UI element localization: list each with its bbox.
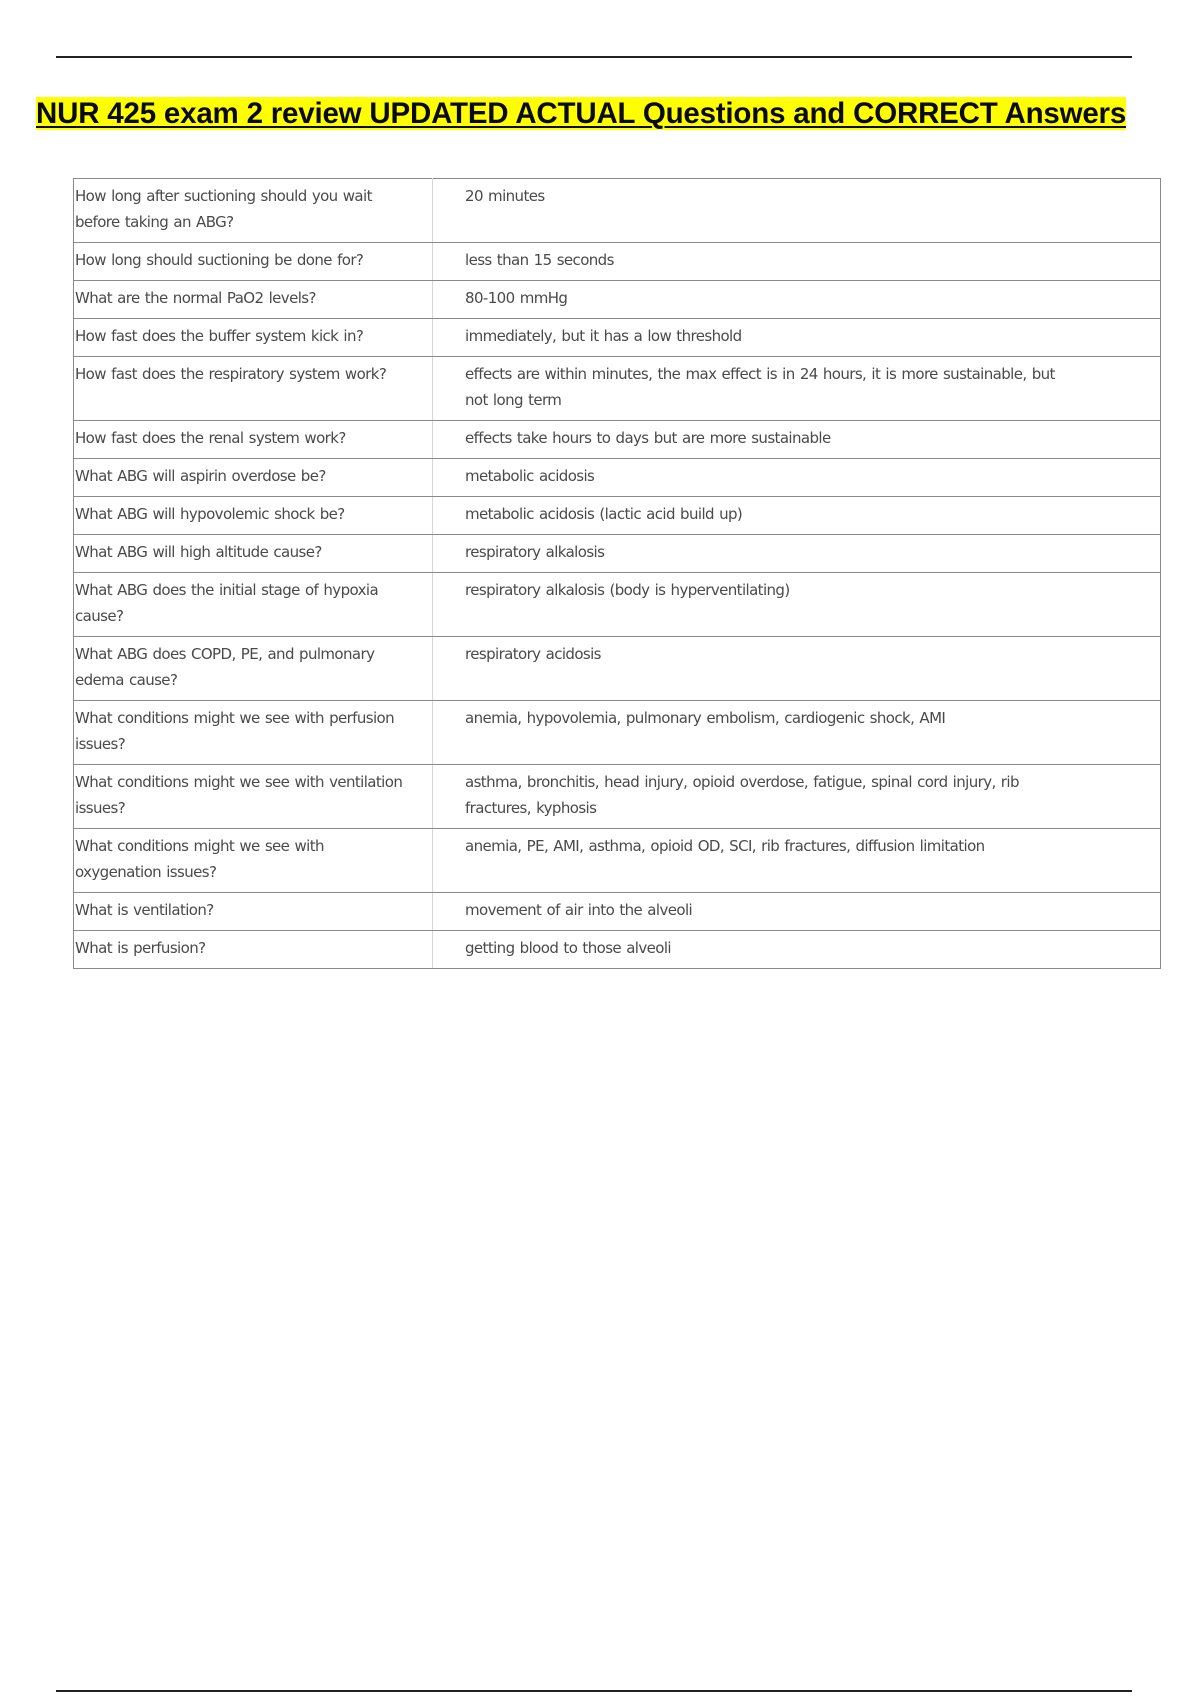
footer-rule: [56, 1690, 1132, 1692]
document-title-text: NUR 425 exam 2 review UPDATED ACTUAL Questions and CORRECT Answers: [36, 97, 1127, 130]
answer-cell: respiratory alkalosis (body is hyperventilating): [433, 573, 1161, 637]
answer-cell: less than 15 seconds: [433, 243, 1161, 281]
question-cell: What ABG will high altitude cause?: [74, 535, 433, 573]
table-row: [74, 179, 1161, 243]
question-cell: What ABG does COPD, PE, and pulmonary edema cause?: [74, 637, 433, 701]
answer-cell: metabolic acidosis: [433, 459, 1161, 497]
question-cell: What are the normal PaO2 levels?: [74, 281, 433, 319]
question-cell: What ABG will hypovolemic shock be?: [74, 497, 433, 535]
answer-cell: anemia, PE, AMI, asthma, opioid OD, SCI, rib fractures, diffusion limitation: [433, 829, 1161, 893]
question-cell: How fast does the respiratory system work?: [74, 357, 433, 421]
answer-cell: respiratory acidosis: [433, 637, 1161, 701]
answer-cell: 20 minutes: [433, 179, 1161, 243]
table-row: [74, 573, 1161, 637]
answer-cell: metabolic acidosis (lactic acid build up): [433, 497, 1161, 535]
table-row: [74, 535, 1161, 573]
table-row: [74, 357, 1161, 421]
answer-cell: asthma, bronchitis, head injury, opioid overdose, fatigue, spinal cord injury, rib fractures, kyphosis: [433, 765, 1161, 829]
answer-cell: respiratory alkalosis: [433, 535, 1161, 573]
question-cell: What conditions might we see with oxygenation issues?: [74, 829, 433, 893]
table-row: [74, 637, 1161, 701]
table-row: [74, 459, 1161, 497]
qa-table: [73, 178, 1161, 969]
question-cell: What is ventilation?: [74, 893, 433, 931]
table-row: [74, 497, 1161, 535]
question-cell: How fast does the renal system work?: [74, 421, 433, 459]
answer-cell: getting blood to those alveoli: [433, 931, 1161, 969]
answer-cell: effects are within minutes, the max effect is in 24 hours, it is more sustainable, but not long term: [433, 357, 1161, 421]
table-row: [74, 829, 1161, 893]
question-cell: What ABG will aspirin overdose be?: [74, 459, 433, 497]
question-cell: How fast does the buffer system kick in?: [74, 319, 433, 357]
table-row: [74, 701, 1161, 765]
answer-cell: immediately, but it has a low threshold: [433, 319, 1161, 357]
table-row: [74, 765, 1161, 829]
question-cell: What conditions might we see with ventilation issues?: [74, 765, 433, 829]
header-rule: [56, 56, 1132, 58]
question-cell: What conditions might we see with perfusion issues?: [74, 701, 433, 765]
table-row: [74, 421, 1161, 459]
question-cell: What is perfusion?: [74, 931, 433, 969]
answer-cell: effects take hours to days but are more sustainable: [433, 421, 1161, 459]
table-row: [74, 319, 1161, 357]
question-cell: How long should suctioning be done for?: [74, 243, 433, 281]
question-cell: What ABG does the initial stage of hypoxia cause?: [74, 573, 433, 637]
answer-cell: movement of air into the alveoli: [433, 893, 1161, 931]
table-row: [74, 893, 1161, 931]
table-row: [74, 931, 1161, 969]
question-cell: How long after suctioning should you wait before taking an ABG?: [74, 179, 433, 243]
table-row: [74, 243, 1161, 281]
answer-cell: anemia, hypovolemia, pulmonary embolism, cardiogenic shock, AMI: [433, 701, 1161, 765]
answer-cell: 80-100 mmHg: [433, 281, 1161, 319]
document-title: [36, 95, 1186, 133]
table-row: [74, 281, 1161, 319]
